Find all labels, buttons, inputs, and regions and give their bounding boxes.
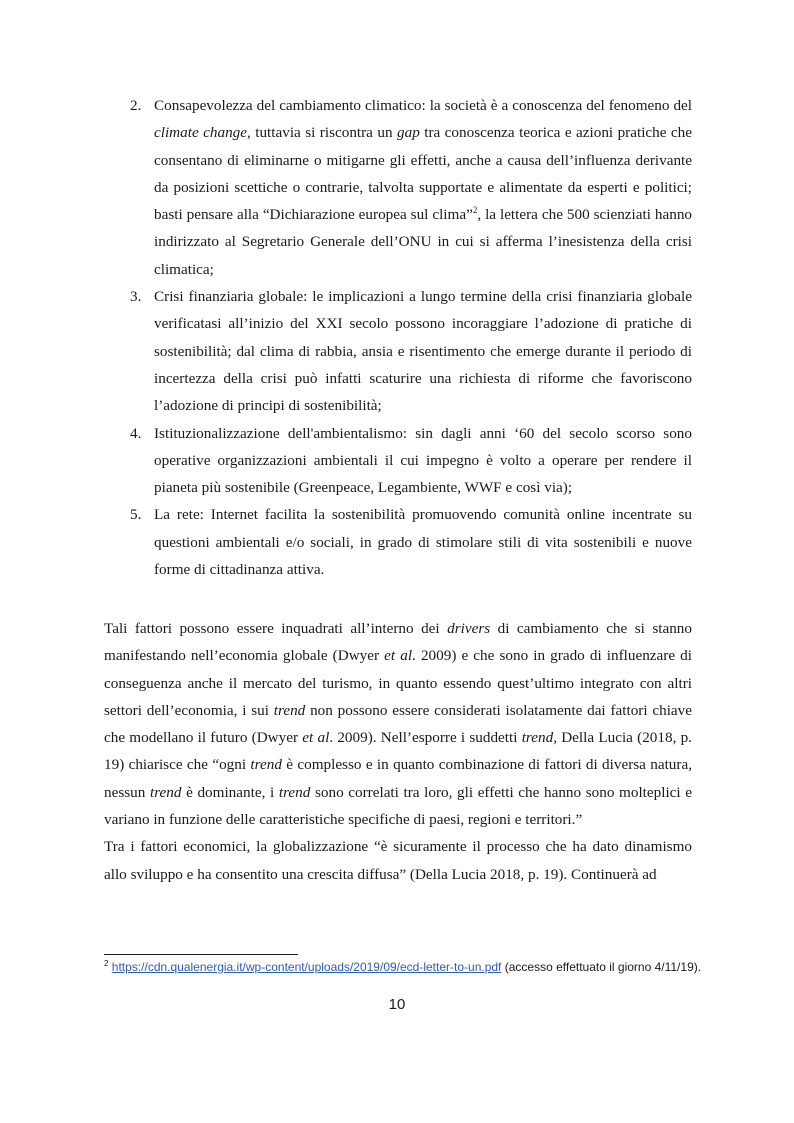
list-item-text: Crisi finanziaria globale: le implicazioni a lungo termine della crisi finanziaria globale verificatasi all’inizio del XXI secolo possono incoraggiare l’adozione di pratiche di sostenibilità; dal clima di rabbia, ansia e risentimento che emerge durante il periodo di incertezza della crisi può infatti scaturire una richiesta di riforme che favoriscono l’adozione di principi di sostenibilità;: [154, 288, 692, 415]
list-item-number: 2.: [130, 97, 142, 114]
list-item-text: Consapevolezza del cambiamento climatico: la società è a conoscenza del fenomeno del climate change, tuttavia si riscontra un gap tra conoscenza teorica e azioni pratiche che consentano di eliminarne o mitigarne gli effetti, anche a causa dell’influenza derivante da posizioni scettiche o contrarie, talvolta supportate e alimentate da esperti e politici; basti pensare alla “Dichiarazione europea sul clima”$^2$, la lettera che 500 scienziati hanno indirizzato al Segretario Generale dell’ONU in cui si afferma l’inesistenza della crisi climatica;: [154, 97, 693, 278]
footnote-number: 2: [104, 959, 109, 968]
body-text: [104, 615, 692, 888]
list-item-text: La rete: Internet facilita la sostenibilità promuovendo comunità online incentrate su questioni ambientali e/o sociali, in grado di stimolare stili di vita sostenibili e nuove forme di cittadinanza attiva.: [154, 506, 692, 579]
emphasis: drivers: [447, 620, 491, 637]
list-item: [104, 92, 692, 283]
emphasis: trend: [273, 701, 306, 719]
list-item: [104, 501, 692, 583]
list-item-number: 3.: [130, 288, 142, 306]
emphasis: climate change: [154, 124, 247, 142]
emphasis: trend: [250, 756, 282, 774]
list-item: [104, 420, 692, 502]
emphasis: et al: [302, 729, 330, 747]
footnote-link[interactable]: https://cdn.qualenergia.it/wp-content/uploads/2019/09/ecd-letter-to-un.pdf: [111, 960, 502, 974]
footnote-divider: [104, 954, 298, 955]
emphasis: trend: [278, 783, 311, 801]
emphasis: et al: [384, 647, 413, 665]
list-item-number: 5.: [130, 506, 142, 524]
list-item-number: 4.: [130, 424, 142, 442]
footnote: [104, 959, 704, 976]
emphasis: trend: [149, 783, 182, 801]
list-item: [104, 283, 692, 419]
list-item-text: Istituzionalizzazione dell'ambientalismo: sin dagli anni ‘60 del secolo scorso sono operative organizzazioni ambientali il cui impegno è volto a operare per rendere il pianeta più sostenibile (Greenpeace, Legambiente, WWF e così via);: [154, 424, 692, 497]
numbered-list: [104, 92, 692, 583]
footnote-text: (accesso effettuato il giorno 4/11/19).: [501, 960, 702, 974]
paragraph: Tra i fattori economici, la globalizzazione “è sicuramente il processo che ha dato dinamismo allo sviluppo e ha consentito una crescita diffusa” (Della Lucia 2018, p. 19). Continuerà ad: [104, 838, 692, 883]
footnote-reference[interactable]: 2: [472, 205, 478, 216]
paragraph: Tali fattori possono essere inquadrati all’interno dei drivers di cambiamento che si stanno manifestando nell’economia globale (Dwyer et al. 2009) e che sono in grado di influenzare di conseguenza anche il mercato del turismo, in quanto essendo quest’ultimo integrato con altri settori dell’economia, i sui trend non possono essere considerati isolatamente dai fattori chiave che modellano il futuro (Dwyer et al. 2009). Nell’esporre i suddetti trend, Della Lucia (2018, p. 19) chiarisce che “ogni trend è complesso e in quanto combinazione di fattori di diversa natura, nessun trend è dominante, i trend sono correlati tra loro, gli effetti che hanno sono molteplici e variano in funzione delle caratteristiche specifiche di paesi, regioni e territori.”: [104, 620, 692, 829]
emphasis: trend: [521, 729, 554, 747]
page-number: 10: [388, 996, 406, 1013]
emphasis: gap: [397, 124, 420, 142]
